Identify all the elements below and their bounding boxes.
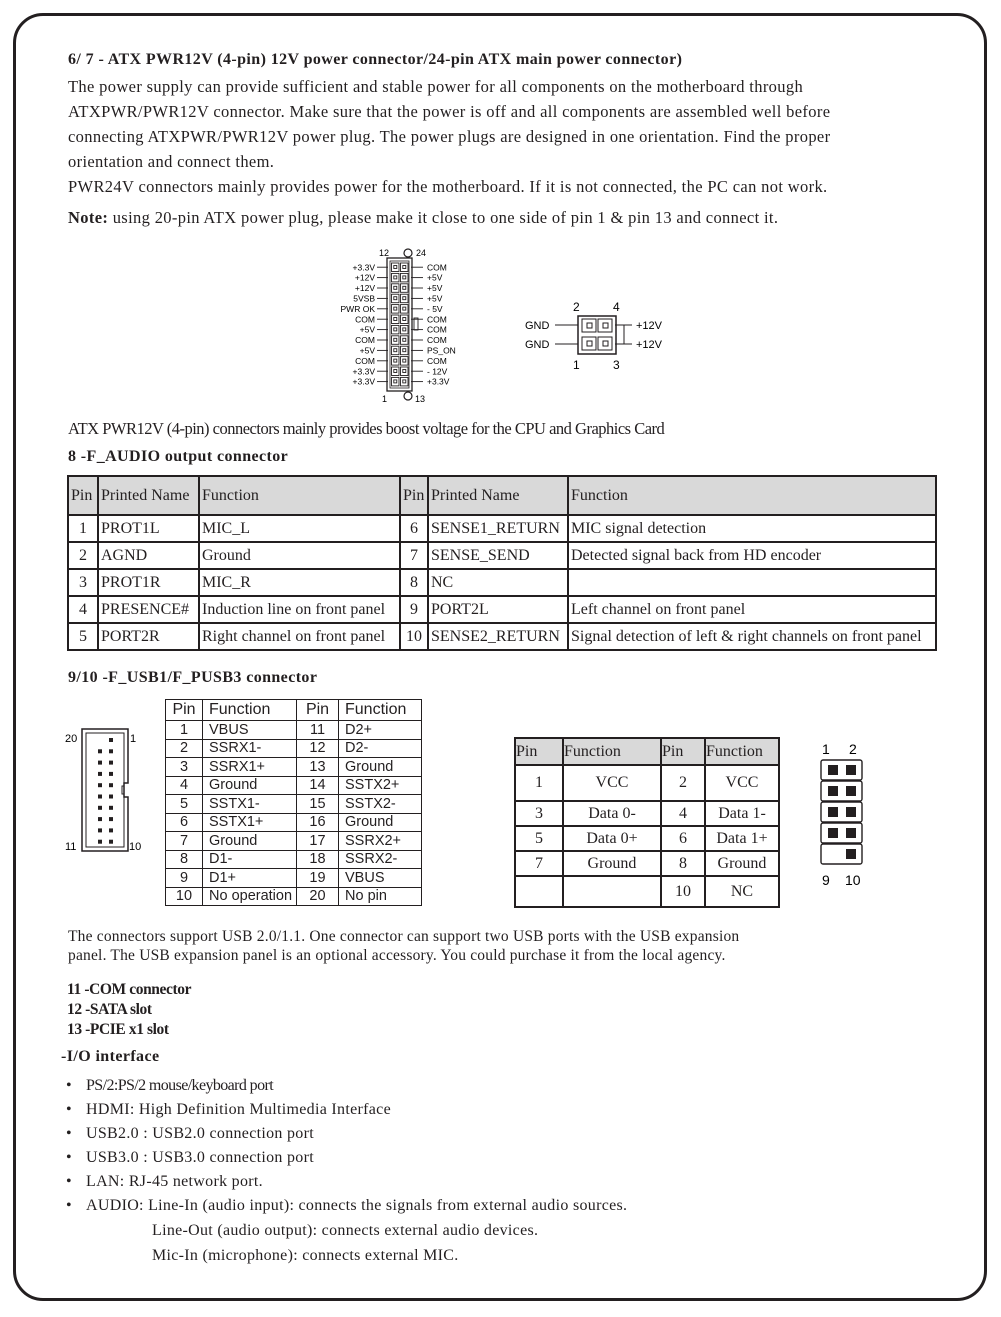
pin-cell: 14 <box>297 776 339 795</box>
printed-name-cell: PROT1R <box>98 569 199 596</box>
table-row <box>166 850 422 869</box>
printed-name-cell: SENSE2_RETURN <box>428 623 568 650</box>
atx24-right-label: - 12V <box>427 366 448 377</box>
pin-cell: 3 <box>68 569 98 596</box>
usb3-label-11: 11 <box>65 841 77 853</box>
printed-name-cell: SENSE_SEND <box>428 542 568 569</box>
pin-cell: 20 <box>297 887 339 906</box>
function-cell: VCC <box>705 765 779 801</box>
col-header-printed-name: Printed Name <box>428 476 568 515</box>
pin-cell: 19 <box>297 869 339 888</box>
table-row <box>515 801 779 826</box>
pin-cell: 7 <box>515 851 563 876</box>
pin-cell: 2 <box>661 765 705 801</box>
pin-cell: 4 <box>68 596 98 623</box>
bullet-icon: • <box>66 1149 72 1166</box>
pin-cell: 7 <box>166 832 203 851</box>
usb2-header-diagram <box>815 740 875 890</box>
bullet-icon: • <box>66 1101 72 1118</box>
atx24-left-label: +12V <box>354 272 375 283</box>
pin-cell: 10 <box>166 887 203 906</box>
printed-name-cell: PORT2L <box>428 596 568 623</box>
function-cell: D1+ <box>203 869 297 888</box>
paragraph-line: The power supply can provide sufficient and stable power for all components on the motherboard through <box>68 77 804 96</box>
paragraph-line: ATXPWR/PWR12V connector. Make sure that the power is off and all components are assembled well before <box>68 102 831 121</box>
pin-cell: 1 <box>68 515 98 542</box>
list-item: • LAN: RJ-45 network port. <box>66 1170 627 1194</box>
function-cell: Ground <box>705 851 779 876</box>
atx24-connector-diagram <box>330 244 470 408</box>
atx24-right-label: +3.3V <box>427 376 450 387</box>
function-cell: Ground <box>339 758 422 777</box>
list-item: • AUDIO: Line-In (audio input): connects the signals from external audio sources. <box>66 1194 627 1218</box>
function-cell: No pin <box>339 887 422 906</box>
function-cell: SSTX1+ <box>203 813 297 832</box>
atx24-left-label: PWR OK <box>340 303 375 314</box>
function-cell: SSRX1- <box>203 739 297 758</box>
pin-cell: 5 <box>515 826 563 851</box>
function-cell: MIC_L <box>199 515 400 542</box>
table-row <box>68 542 936 569</box>
pin-cell: 5 <box>166 795 203 814</box>
pin-cell: 6 <box>166 813 203 832</box>
list-subitem: Line-Out (audio output): connects external audio devices. <box>152 1222 539 1239</box>
function-cell: Ground <box>199 542 400 569</box>
pwr4-label-3: 3 <box>613 358 620 372</box>
table-row <box>515 765 779 801</box>
section-audio-title: 8 -F_AUDIO output connector <box>68 448 289 465</box>
function-cell <box>563 876 661 907</box>
function-cell: VBUS <box>203 721 297 740</box>
pwr4-right-label: +12V <box>636 320 662 332</box>
atx24-label-13: 13 <box>415 394 426 404</box>
function-cell: SSRX2+ <box>339 832 422 851</box>
list-item: • PS/2:PS/2 mouse/keyboard port <box>66 1074 627 1098</box>
pwr4-label-2: 2 <box>573 300 580 314</box>
function-cell: VCC <box>563 765 661 801</box>
pin-cell: 6 <box>400 515 428 542</box>
function-cell: VBUS <box>339 869 422 888</box>
table-header-row <box>515 738 779 765</box>
col-header-function: Function <box>199 476 400 515</box>
atx24-right-label: COM <box>427 324 447 335</box>
col-header-pin: Pin <box>166 700 203 721</box>
usb3-label-10: 10 <box>129 841 142 853</box>
io-interface-list <box>66 1074 627 1268</box>
table-row <box>166 739 422 758</box>
table-row <box>515 826 779 851</box>
function-cell: Detected signal back from HD encoder <box>568 542 936 569</box>
printed-name-cell: SENSE1_RETURN <box>428 515 568 542</box>
usb2-pin-table <box>514 737 780 908</box>
section-power-title: 6/ 7 - ATX PWR12V (4-pin) 12V power connector/24-pin ATX main power connector) <box>68 51 683 68</box>
table-row <box>68 569 936 596</box>
pin-cell: 10 <box>400 623 428 650</box>
pin-cell: 9 <box>400 596 428 623</box>
atx24-left-label: +5V <box>359 345 375 356</box>
function-cell: D2+ <box>339 721 422 740</box>
function-cell: Induction line on front panel <box>199 596 400 623</box>
pin-cell: 15 <box>297 795 339 814</box>
atx24-label-24: 24 <box>416 248 427 258</box>
pin-cell: 1 <box>515 765 563 801</box>
function-cell: SSTX2+ <box>339 776 422 795</box>
atx24-left-label: +3.3V <box>352 262 375 273</box>
col-header-function: Function <box>203 700 297 721</box>
bullet-icon: • <box>66 1197 72 1214</box>
atx24-left-label: COM <box>355 335 375 346</box>
col-header-printed-name: Printed Name <box>98 476 199 515</box>
pin-cell: 8 <box>166 850 203 869</box>
function-cell: SSRX2- <box>339 850 422 869</box>
printed-name-cell: AGND <box>98 542 199 569</box>
paragraph-line: orientation and connect them. <box>68 152 275 171</box>
paragraph-line: panel. The USB expansion panel is an optional accessory. You could purchase it from the local agency. <box>68 947 726 964</box>
pin-cell: 4 <box>661 801 705 826</box>
pin-cell: 13 <box>297 758 339 777</box>
function-cell: Ground <box>203 832 297 851</box>
usb-paragraph <box>68 927 739 965</box>
function-cell: D2- <box>339 739 422 758</box>
atx24-right-label: PS_ON <box>427 345 456 356</box>
usb2-label-2: 2 <box>849 741 857 757</box>
atx24-right-label: +5V <box>427 283 443 294</box>
function-cell: Data 1- <box>705 801 779 826</box>
pin-cell: 2 <box>68 542 98 569</box>
note <box>68 205 778 230</box>
col-header-function: Function <box>568 476 936 515</box>
col-header-pin: Pin <box>400 476 428 515</box>
atx24-left-label: +5V <box>359 324 375 335</box>
table-row <box>68 515 936 542</box>
atx24-right-label: COM <box>427 335 447 346</box>
col-header-pin: Pin <box>515 738 563 765</box>
atx24-right-label: COM <box>427 262 447 273</box>
atx24-left-label: +3.3V <box>352 366 375 377</box>
table-header-row <box>166 700 422 721</box>
usb2-label-1: 1 <box>822 741 830 757</box>
atx24-right-label: COM <box>427 355 447 366</box>
pin-cell: 7 <box>400 542 428 569</box>
pin-cell: 1 <box>166 721 203 740</box>
list-subitem: Mic-In (microphone): connects external MIC. <box>152 1247 459 1264</box>
pwr4-right-label: +12V <box>636 339 662 351</box>
usb3-header-diagram <box>62 726 148 856</box>
table-row <box>515 851 779 876</box>
paragraph-line: The connectors support USB 2.0/1.1. One connector can support two USB ports with the USB expansion <box>68 928 740 945</box>
function-cell: Data 1+ <box>705 826 779 851</box>
heading-pcie-slot: 13 -PCIE x1 slot <box>67 1021 169 1038</box>
function-cell <box>568 569 936 596</box>
usb2-label-10: 10 <box>845 872 861 888</box>
printed-name-cell: PORT2R <box>98 623 199 650</box>
table-header-row <box>68 476 936 515</box>
pin-cell: 4 <box>166 776 203 795</box>
atx24-right-label: COM <box>427 314 447 325</box>
table-row <box>166 813 422 832</box>
pin-cell: 10 <box>661 876 705 907</box>
pin-cell: 12 <box>297 739 339 758</box>
table-row <box>68 596 936 623</box>
function-cell: SSRX1+ <box>203 758 297 777</box>
f-audio-table <box>67 475 937 651</box>
function-cell: MIC signal detection <box>568 515 936 542</box>
function-cell: Signal detection of left & right channels on front panel <box>568 623 936 650</box>
usb3-label-20: 20 <box>65 733 78 745</box>
usb2-label-9: 9 <box>822 872 830 888</box>
col-header-pin: Pin <box>68 476 98 515</box>
table-row <box>166 795 422 814</box>
bullet-icon: • <box>66 1077 72 1094</box>
col-header-pin: Pin <box>661 738 705 765</box>
col-header-function: Function <box>339 700 422 721</box>
function-cell: Left channel on front panel <box>568 596 936 623</box>
usb3-label-1: 1 <box>130 733 137 745</box>
printed-name-cell: PROT1L <box>98 515 199 542</box>
function-cell: No operation <box>203 887 297 906</box>
table-row <box>166 721 422 740</box>
table-row <box>166 758 422 777</box>
usb3-pin-table <box>165 699 422 906</box>
pwr4-left-label: GND <box>525 339 550 351</box>
pwr12v-caption: ATX PWR12V (4-pin) connectors mainly provides boost voltage for the CPU and Graphics Card <box>68 419 665 438</box>
pin-cell: 16 <box>297 813 339 832</box>
pin-cell: 11 <box>297 721 339 740</box>
function-cell: Ground <box>563 851 661 876</box>
table-row <box>515 876 779 907</box>
note-label: Note: <box>68 208 109 227</box>
col-header-pin: Pin <box>297 700 339 721</box>
function-cell: Data 0- <box>563 801 661 826</box>
function-cell: MIC_R <box>199 569 400 596</box>
pin-cell <box>515 876 563 907</box>
function-cell: Right channel on front panel <box>199 623 400 650</box>
function-cell: SSTX2- <box>339 795 422 814</box>
pin-cell: 2 <box>166 739 203 758</box>
col-header-function: Function <box>563 738 661 765</box>
function-cell: Data 0+ <box>563 826 661 851</box>
pwr12v-4pin-diagram <box>520 296 680 376</box>
heading-sata-slot: 12 -SATA slot <box>67 1001 152 1018</box>
printed-name-cell: NC <box>428 569 568 596</box>
table-row <box>166 832 422 851</box>
atx24-label-12: 12 <box>379 248 390 258</box>
function-cell: Ground <box>339 813 422 832</box>
pwr4-label-1: 1 <box>573 358 580 372</box>
pin-cell: 18 <box>297 850 339 869</box>
atx24-right-label: - 5V <box>427 303 443 314</box>
pin-cell: 8 <box>661 851 705 876</box>
table-row <box>166 887 422 906</box>
pin-cell: 17 <box>297 832 339 851</box>
pin-cell: 8 <box>400 569 428 596</box>
list-item: • HDMI: High Definition Multimedia Interface <box>66 1098 627 1122</box>
pin-cell: 3 <box>166 758 203 777</box>
heading-com-connector: 11 -COM connector <box>67 981 192 998</box>
function-cell: NC <box>705 876 779 907</box>
pin-cell: 3 <box>515 801 563 826</box>
printed-name-cell: PRESENCE# <box>98 596 199 623</box>
section-usb-title: 9/10 -F_USB1/F_PUSB3 connector <box>68 669 318 686</box>
list-item: • USB2.0 : USB2.0 connection port <box>66 1122 627 1146</box>
paragraph-line: PWR24V connectors mainly provides power for the motherboard. If it is not connected, the PC can not work. <box>68 177 828 196</box>
pin-cell: 5 <box>68 623 98 650</box>
io-interface-title: -I/O interface <box>61 1048 160 1065</box>
section-headings <box>67 980 191 1040</box>
table-row <box>166 776 422 795</box>
table-row <box>166 869 422 888</box>
atx24-right-label: +5V <box>427 272 443 283</box>
function-cell: D1- <box>203 850 297 869</box>
atx24-left-label: COM <box>355 314 375 325</box>
list-item: • USB3.0 : USB3.0 connection port <box>66 1146 627 1170</box>
function-cell: Ground <box>203 776 297 795</box>
atx24-left-label: COM <box>355 355 375 366</box>
function-cell: SSTX1- <box>203 795 297 814</box>
pwr4-label-4: 4 <box>613 300 620 314</box>
atx24-left-label: +3.3V <box>352 376 375 387</box>
pin-cell: 9 <box>166 869 203 888</box>
col-header-function: Function <box>705 738 779 765</box>
pin-cell: 6 <box>661 826 705 851</box>
note-text: using 20-pin ATX power plug, please make it close to one side of pin 1 & pin 13 and connect it. <box>108 208 779 227</box>
table-row <box>68 623 936 650</box>
atx24-right-label: +5V <box>427 293 443 304</box>
bullet-icon: • <box>66 1125 72 1142</box>
atx24-label-1: 1 <box>382 394 388 404</box>
pwr4-left-label: GND <box>525 320 550 332</box>
bullet-icon: • <box>66 1173 72 1190</box>
section-power-body <box>68 74 830 199</box>
paragraph-line: connecting ATXPWR/PWR12V power plug. The power plugs are designed in one orientation. Find the proper <box>68 127 831 146</box>
atx24-left-label: 5VSB <box>353 293 375 304</box>
atx24-left-label: +12V <box>354 283 375 294</box>
